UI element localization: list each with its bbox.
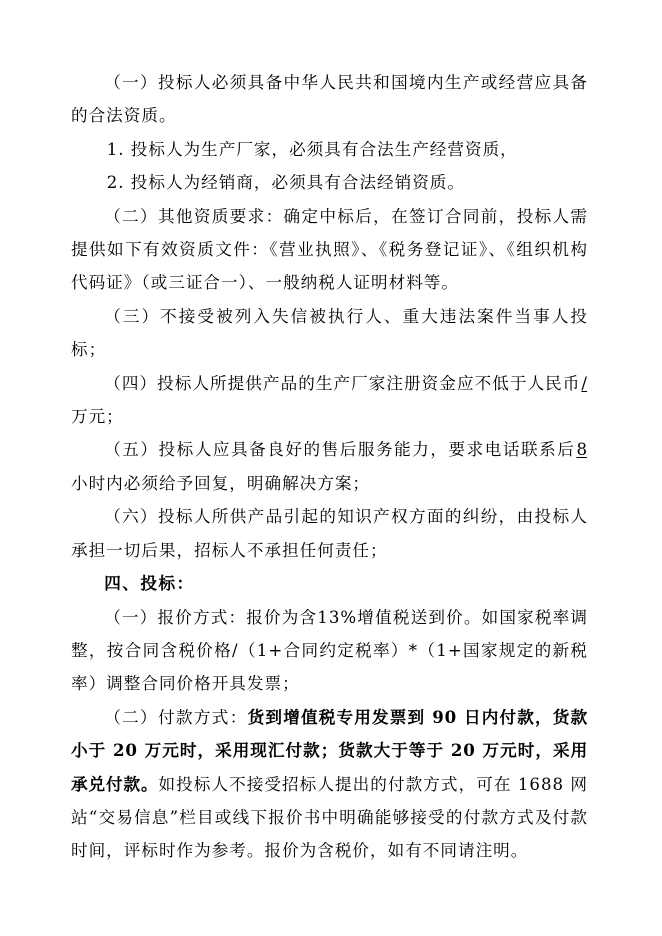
fill-in-blank-value[interactable]: / bbox=[581, 373, 587, 393]
section-heading: 四、投标： bbox=[104, 573, 195, 594]
text-run: 如投标人不接受招标人提出的付款方式，可在 1688 网站“交易信息”栏目或线下报价书中明确能够接受的付款方式及付款时间，评标时作为参考。报价为含税价，如有不同请注明。 bbox=[71, 774, 589, 861]
paragraph-text-after-blank: 万元； bbox=[71, 407, 124, 427]
list-item-qual-1-sub-1: 1. 投标人为生产厂家，必须具有合法生产经营资质， bbox=[106, 139, 518, 159]
paragraph-qual-5 bbox=[71, 433, 588, 500]
paragraph-bid-1: （一）报价方式：报价为含13%增值税送到价。如国家税率调整，按合同含税价格/（1+合同约定税率）*（1+国家规定的新税率）调整合同价格开具发票； bbox=[71, 607, 588, 694]
text-run: （二）付款方式： bbox=[104, 707, 248, 727]
paragraph-qual-2: （二）其他资质要求：确定中标后，在签订合同前，投标人需提供如下有效资质文件：《营业执照》、《税务登记证》、《组织机构代码证》（或三证合一）、一般纳税人证明材料等。 bbox=[71, 206, 588, 293]
paragraph-qual-3: （三）不接受被列入失信被执行人、重大违法案件当事人投标； bbox=[71, 306, 588, 360]
paragraph-text-before-blank: （四）投标人所提供产品的生产厂家注册资金应不低于人民币 bbox=[104, 373, 581, 393]
paragraph-qual-6: （六）投标人所供产品引起的知识产权方面的纠纷，由投标人承担一切后果，招标人不承担任何责任； bbox=[71, 507, 588, 560]
paragraph-text-after-blank: 小时内必须给予回复，明确解决方案； bbox=[71, 473, 371, 493]
emphasised-text-run: 货到增值税专用发票到 90 日内付款，货款小于 20 万元时，采用现汇付款；货款大于等于 20 万元时，采用承兑付款。 bbox=[71, 706, 589, 794]
fill-in-blank-value[interactable]: 8 bbox=[576, 440, 587, 460]
document-text-body bbox=[71, 66, 588, 868]
paragraph-bid-2 bbox=[71, 701, 588, 868]
paragraph-text-before-blank: （五）投标人应具备良好的售后服务能力，要求电话联系后 bbox=[104, 440, 576, 460]
paragraph-qual-1: （一）投标人必须具备中华人民共和国境内生产或经营应具备的合法资质。 bbox=[71, 73, 588, 126]
paragraph-qual-4 bbox=[71, 367, 588, 434]
list-item-qual-1-sub-2: 2. 投标人为经销商，必须具有合法经销资质。 bbox=[106, 173, 465, 193]
